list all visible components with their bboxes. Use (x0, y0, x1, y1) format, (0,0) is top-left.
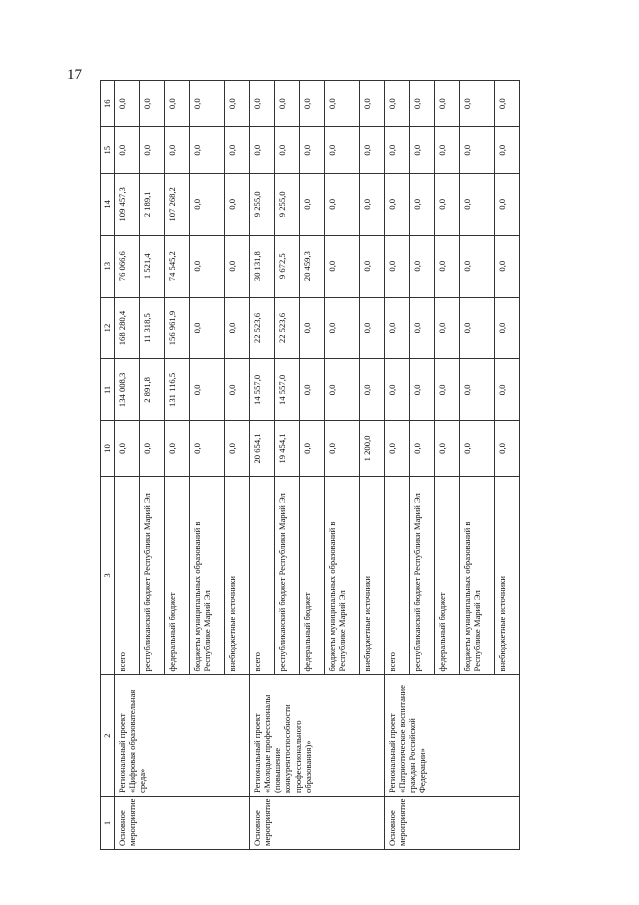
page-number: 17 (67, 67, 82, 83)
value-cell: 0,0 (495, 81, 520, 128)
value-cell: 0,0 (495, 173, 520, 235)
value-cell: 0,0 (275, 127, 300, 173)
value-cell: 0,0 (410, 421, 435, 476)
value-cell: 9 672,5 (275, 235, 300, 297)
value-cell: 0,0 (140, 421, 165, 476)
value-cell: 0,0 (385, 235, 410, 297)
value-cell: 0,0 (300, 297, 325, 359)
value-cell: 2 189,1 (140, 173, 165, 235)
value-cell: 0,0 (165, 421, 190, 476)
rotated-table-wrapper (100, 80, 540, 850)
value-cell: 0,0 (325, 359, 360, 421)
column-header: 13 (101, 235, 115, 297)
value-cell: 0,0 (325, 81, 360, 128)
column-header: 11 (101, 359, 115, 421)
value-cell: 0,0 (225, 297, 250, 359)
value-cell: 0,0 (325, 173, 360, 235)
value-cell: 0,0 (460, 127, 495, 173)
value-cell: 0,0 (250, 127, 275, 173)
value-cell: 134 008,3 (115, 359, 140, 421)
value-cell: 0,0 (190, 235, 225, 297)
value-cell: 0,0 (495, 127, 520, 173)
value-cell: 0,0 (360, 173, 385, 235)
value-cell: 0,0 (385, 359, 410, 421)
value-cell: 107 268,2 (165, 173, 190, 235)
value-cell: 0,0 (495, 235, 520, 297)
value-cell: 22 523,6 (275, 297, 300, 359)
value-cell: 0,0 (495, 359, 520, 421)
value-cell: 0,0 (225, 81, 250, 128)
value-cell: 74 545,2 (165, 235, 190, 297)
value-cell: 0,0 (460, 81, 495, 128)
value-cell: 0,0 (460, 359, 495, 421)
value-cell: 0,0 (275, 81, 300, 128)
column-header: 10 (101, 421, 115, 476)
value-cell: 0,0 (300, 81, 325, 128)
value-cell: 0,0 (300, 421, 325, 476)
funding-source: федеральный бюджет (165, 476, 190, 675)
value-cell: 0,0 (360, 127, 385, 173)
value-cell: 0,0 (385, 81, 410, 128)
funding-source: федеральный бюджет (300, 476, 325, 675)
value-cell: 76 066,6 (115, 235, 140, 297)
value-cell: 0,0 (115, 81, 140, 128)
funding-source: республиканский бюджет Республики Марий Эл (140, 476, 165, 675)
table-row (385, 81, 410, 850)
value-cell: 9 255,0 (275, 173, 300, 235)
column-header: 1 (101, 796, 115, 849)
value-cell: 0,0 (300, 173, 325, 235)
value-cell: 0,0 (385, 127, 410, 173)
table-row (250, 81, 275, 850)
value-cell: 0,0 (325, 235, 360, 297)
value-cell: 0,0 (225, 127, 250, 173)
funding-source: всего (250, 476, 275, 675)
value-cell: 0,0 (435, 421, 460, 476)
funding-source: внебюджетные источники (225, 476, 250, 675)
column-header: 14 (101, 173, 115, 235)
activity-kind: Основное мероприятие (115, 796, 250, 849)
value-cell: 0,0 (165, 81, 190, 128)
value-cell: 0,0 (225, 235, 250, 297)
funding-source: всего (385, 476, 410, 675)
value-cell: 0,0 (140, 127, 165, 173)
value-cell: 0,0 (435, 297, 460, 359)
column-header: 3 (101, 476, 115, 675)
value-cell: 1 200,0 (360, 421, 385, 476)
value-cell: 19 454,1 (275, 421, 300, 476)
value-cell: 0,0 (190, 81, 225, 128)
activity-kind: Основное мероприятие (250, 796, 385, 849)
budget-table (100, 80, 520, 850)
value-cell: 20 459,3 (300, 235, 325, 297)
value-cell: 0,0 (225, 421, 250, 476)
value-cell: 0,0 (360, 297, 385, 359)
value-cell: 156 961,9 (165, 297, 190, 359)
funding-source: республиканский бюджет Республики Марий Эл (275, 476, 300, 675)
funding-source: республиканский бюджет Республики Марий Эл (410, 476, 435, 675)
value-cell: 0,0 (410, 127, 435, 173)
value-cell: 14 557,0 (275, 359, 300, 421)
funding-source: бюджеты муниципальных образований в Республике Марий Эл (190, 476, 225, 675)
funding-source: бюджеты муниципальных образований в Республике Марий Эл (325, 476, 360, 675)
value-cell: 11 318,5 (140, 297, 165, 359)
value-cell: 0,0 (410, 359, 435, 421)
value-cell: 0,0 (325, 127, 360, 173)
value-cell: 0,0 (385, 173, 410, 235)
value-cell: 0,0 (435, 173, 460, 235)
value-cell: 0,0 (435, 359, 460, 421)
value-cell: 0,0 (410, 81, 435, 128)
value-cell: 22 523,6 (250, 297, 275, 359)
value-cell: 131 116,5 (165, 359, 190, 421)
column-header: 2 (101, 675, 115, 797)
value-cell: 0,0 (435, 127, 460, 173)
value-cell: 0,0 (225, 173, 250, 235)
value-cell: 2 891,8 (140, 359, 165, 421)
value-cell: 20 654,1 (250, 421, 275, 476)
value-cell: 0,0 (165, 127, 190, 173)
value-cell: 0,0 (250, 81, 275, 128)
header-row (101, 81, 115, 850)
value-cell: 0,0 (190, 421, 225, 476)
value-cell: 0,0 (460, 173, 495, 235)
value-cell: 9 255,0 (250, 173, 275, 235)
value-cell: 0,0 (325, 421, 360, 476)
value-cell: 30 131,8 (250, 235, 275, 297)
value-cell: 0,0 (190, 297, 225, 359)
column-header: 15 (101, 127, 115, 173)
activity-title: Региональный проект «Молодые профессионалы (повышение конкурентоспособности профессионального образования)» (250, 675, 385, 797)
value-cell: 0,0 (225, 359, 250, 421)
value-cell: 0,0 (385, 421, 410, 476)
value-cell: 0,0 (190, 127, 225, 173)
activity-title: Региональный проект «Патриотическое воспитание граждан Российской Федерации» (385, 675, 520, 797)
activity-title: Региональный проект «Цифровая образовательная среда» (115, 675, 250, 797)
value-cell: 0,0 (360, 359, 385, 421)
value-cell: 14 557,0 (250, 359, 275, 421)
value-cell: 1 521,4 (140, 235, 165, 297)
value-cell: 168 280,4 (115, 297, 140, 359)
funding-source: внебюджетные источники (360, 476, 385, 675)
value-cell: 0,0 (300, 359, 325, 421)
value-cell: 0,0 (460, 235, 495, 297)
column-header: 16 (101, 81, 115, 128)
value-cell: 0,0 (435, 81, 460, 128)
value-cell: 0,0 (410, 173, 435, 235)
funding-source: всего (115, 476, 140, 675)
value-cell: 0,0 (300, 127, 325, 173)
value-cell: 0,0 (385, 297, 410, 359)
value-cell: 0,0 (190, 173, 225, 235)
value-cell: 0,0 (190, 359, 225, 421)
table-body (115, 81, 520, 850)
value-cell: 0,0 (115, 127, 140, 173)
value-cell: 0,0 (495, 297, 520, 359)
value-cell: 0,0 (140, 81, 165, 128)
value-cell: 0,0 (360, 81, 385, 128)
value-cell: 109 457,3 (115, 173, 140, 235)
activity-kind: Основное мероприятие (385, 796, 520, 849)
value-cell: 0,0 (360, 235, 385, 297)
value-cell: 0,0 (460, 297, 495, 359)
value-cell: 0,0 (410, 235, 435, 297)
value-cell: 0,0 (460, 421, 495, 476)
value-cell: 0,0 (325, 297, 360, 359)
column-header: 12 (101, 297, 115, 359)
value-cell: 0,0 (115, 421, 140, 476)
value-cell: 0,0 (435, 235, 460, 297)
funding-source: бюджеты муниципальных образований в Республике Марий Эл (460, 476, 495, 675)
funding-source: внебюджетные источники (495, 476, 520, 675)
value-cell: 0,0 (495, 421, 520, 476)
value-cell: 0,0 (410, 297, 435, 359)
table-row (115, 81, 140, 850)
funding-source: федеральный бюджет (435, 476, 460, 675)
